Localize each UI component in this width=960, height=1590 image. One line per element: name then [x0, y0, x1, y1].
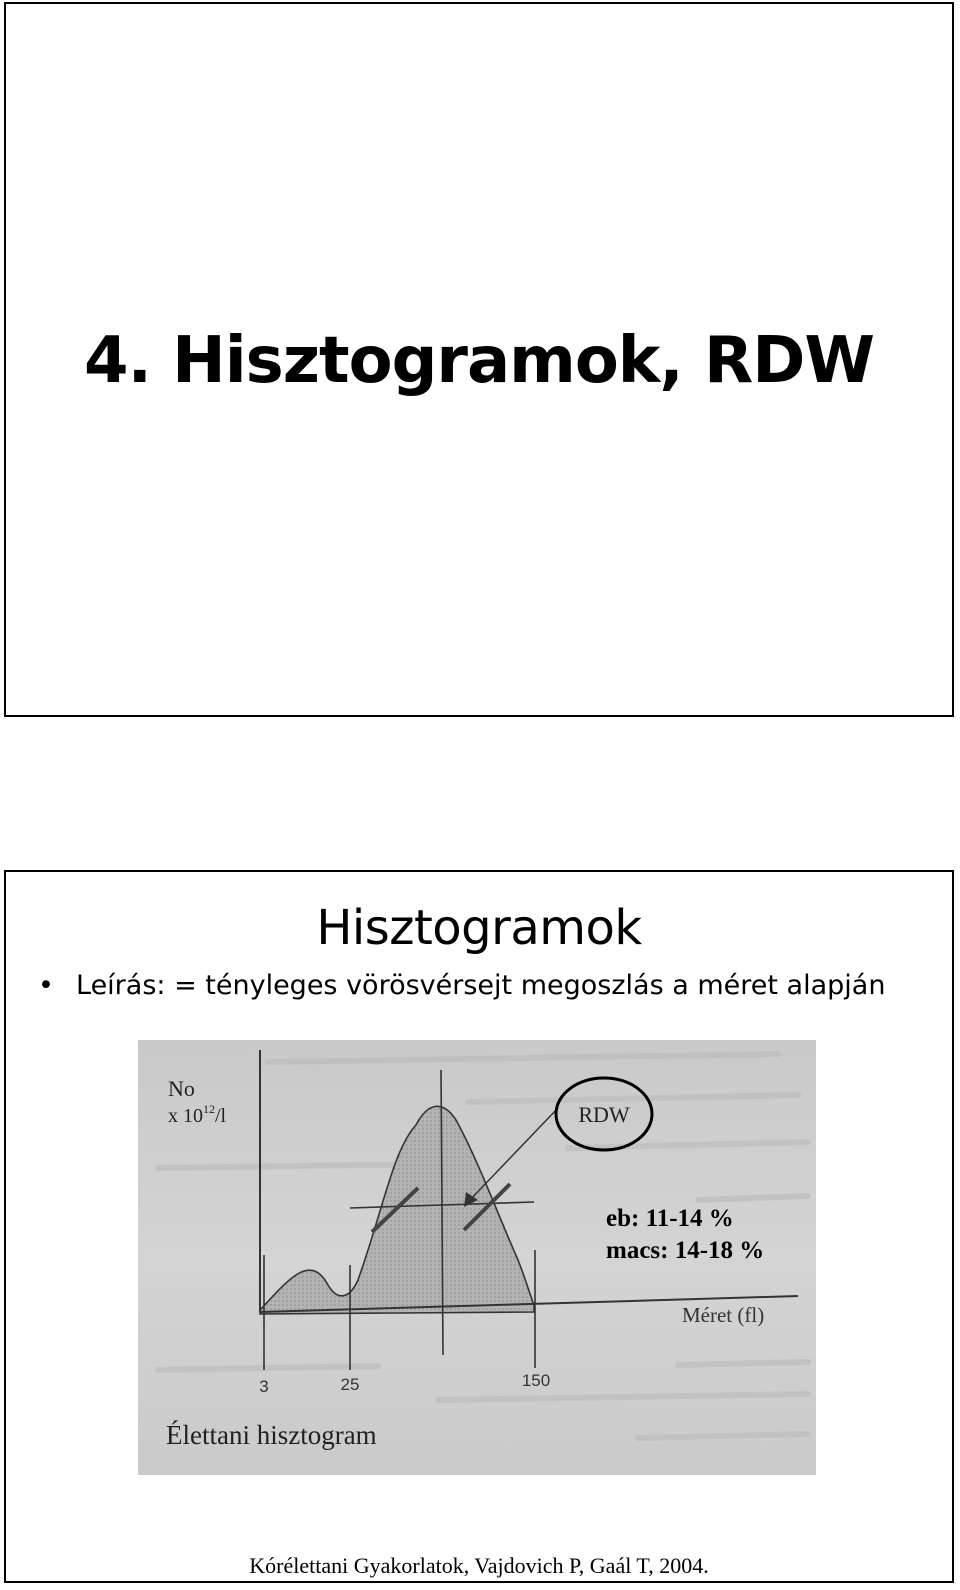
slide-title-heading: 4. Hisztogramok, RDW: [84, 324, 874, 398]
rdw-arrow-line: [468, 1108, 558, 1202]
y-axis-label-sup: 12: [203, 1102, 215, 1116]
bullet-text: Leírás: = tényleges vörösvérsejt megoszlás a méret alapján: [76, 970, 886, 1001]
figure-caption: Élettani hisztogram: [166, 1420, 377, 1450]
tick-label: 3: [259, 1377, 269, 1396]
bullet-item: [38, 970, 885, 1001]
y-axis-label-unit: [168, 1102, 227, 1127]
y-axis-label-no: No: [168, 1076, 195, 1101]
source-credit: Kórélettani Gyakorlatok, Vajdovich P, Gaál T, 2004.: [249, 1553, 709, 1578]
rdw-label: RDW: [578, 1102, 630, 1127]
histogram-figure: [138, 1040, 816, 1475]
histogram-photo: [138, 1040, 816, 1475]
y-axis-label-per: /l: [215, 1105, 227, 1127]
slide-heading: Hisztogramok: [316, 900, 642, 956]
rdw-range-macs: macs: 14-18 %: [606, 1237, 765, 1264]
slide-histograms: [4, 870, 954, 1583]
tick-label: 150: [521, 1371, 551, 1390]
x-axis-label: Méret (fl): [682, 1303, 765, 1327]
y-axis-label-base: x 10: [168, 1105, 203, 1127]
bullet-dot-icon: •: [38, 970, 54, 1001]
tick-label: 25: [340, 1375, 360, 1394]
rdw-range-eb: eb: 11-14 %: [606, 1205, 734, 1232]
slide-title: [4, 2, 954, 717]
